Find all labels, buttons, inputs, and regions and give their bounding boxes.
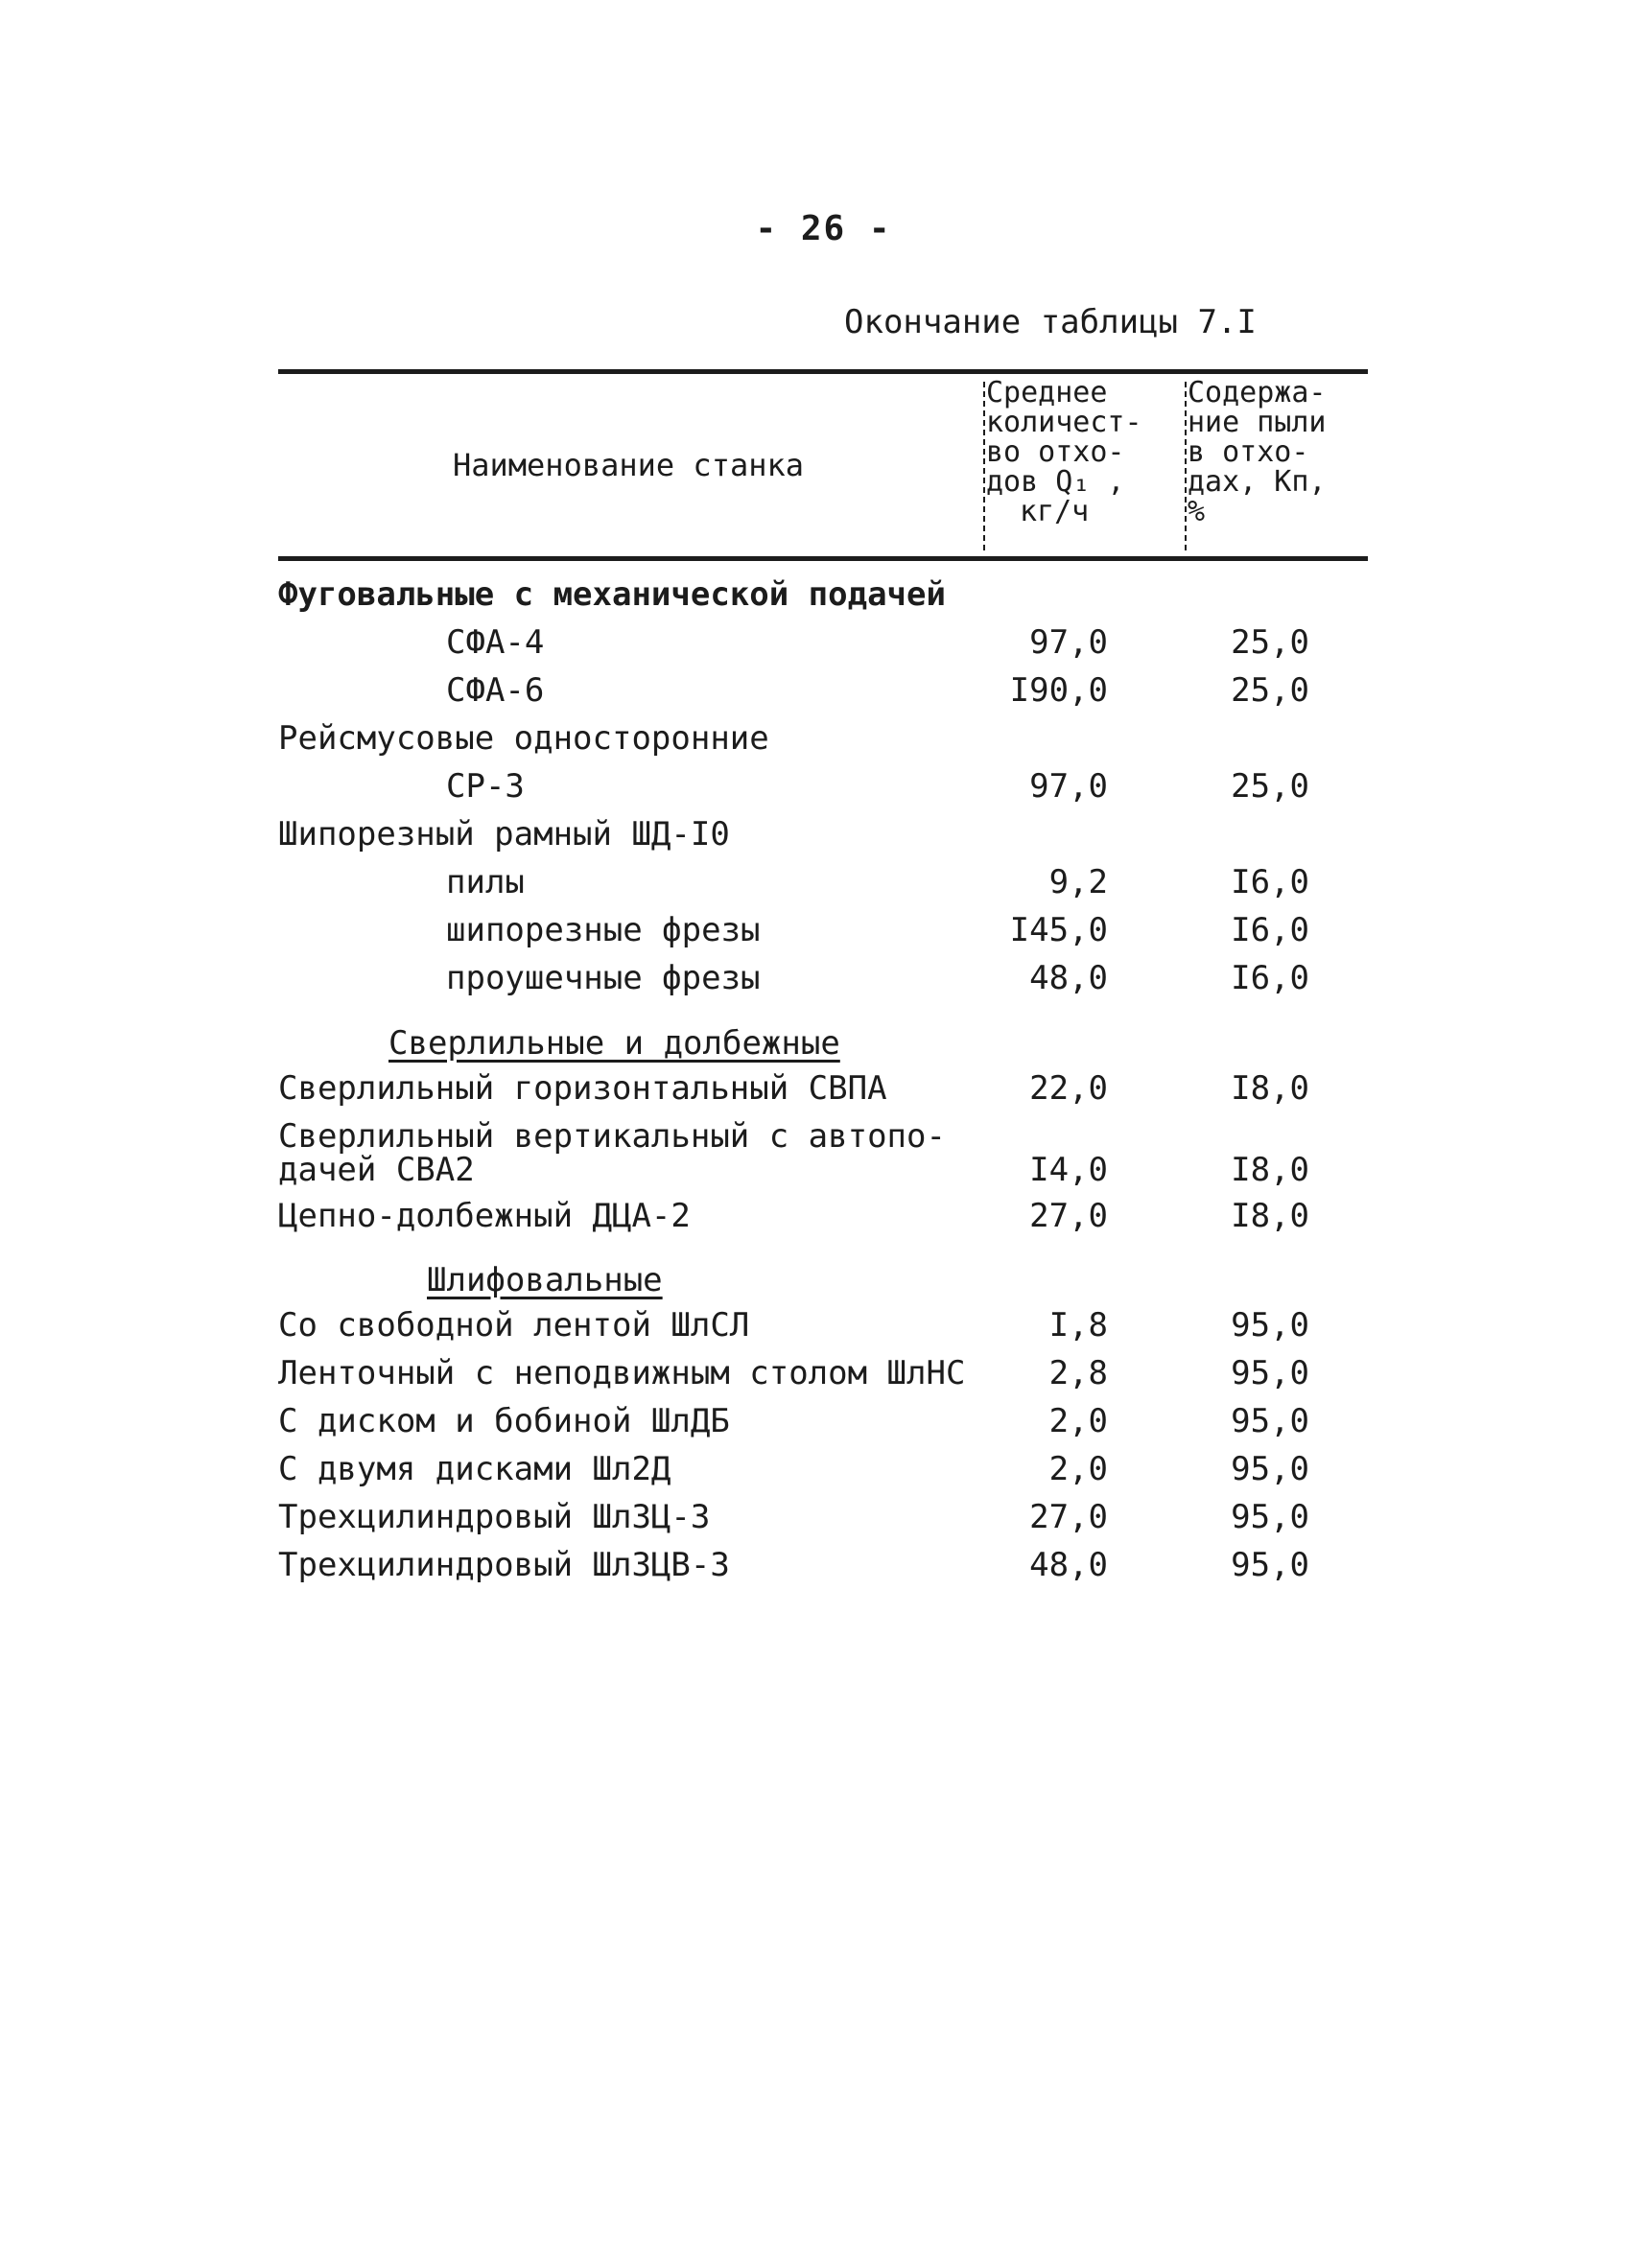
row-dust-content: 25,0 bbox=[1231, 671, 1309, 710]
row-average-waste: 48,0 bbox=[1029, 1546, 1108, 1584]
row-average-waste: I90,0 bbox=[1009, 671, 1108, 710]
row-dust-content: I8,0 bbox=[1231, 1069, 1309, 1108]
row-average-waste: 97,0 bbox=[1029, 767, 1108, 806]
row-average-waste: I,8 bbox=[1048, 1306, 1108, 1344]
row-name: шипорезные фрезы bbox=[446, 911, 761, 949]
row-dust-content: 25,0 bbox=[1231, 623, 1309, 662]
row-name: СР-3 bbox=[446, 767, 525, 806]
row-average-waste: 2,8 bbox=[1048, 1354, 1108, 1392]
section-title: Шлифовальные bbox=[427, 1261, 663, 1299]
header-line: количест- bbox=[986, 406, 1142, 439]
row-dust-content: 95,0 bbox=[1231, 1306, 1309, 1344]
header-divider bbox=[1185, 382, 1187, 550]
row-average-waste: 2,0 bbox=[1048, 1450, 1108, 1488]
row-name: Трехцилиндровый Шл3Ц-3 bbox=[278, 1498, 711, 1536]
header-line: ние пыли bbox=[1188, 406, 1327, 439]
header-divider bbox=[983, 382, 985, 550]
row-dust-content: I8,0 bbox=[1231, 1197, 1309, 1235]
row-average-waste: 48,0 bbox=[1029, 959, 1108, 997]
row-name: Сверлильный вертикальный с автопо- bbox=[278, 1117, 946, 1156]
row-dust-content: 95,0 bbox=[1231, 1402, 1309, 1440]
row-name: Сверлильный горизонтальный СВПА bbox=[278, 1069, 887, 1108]
row-average-waste: 27,0 bbox=[1029, 1498, 1108, 1536]
row-name: Шипорезный рамный ШД-I0 bbox=[278, 815, 730, 853]
header-line: кг/ч bbox=[1020, 495, 1090, 528]
row-dust-content: 95,0 bbox=[1231, 1450, 1309, 1488]
row-name: дачей СВА2 bbox=[278, 1151, 475, 1189]
row-average-waste: I4,0 bbox=[1029, 1151, 1108, 1189]
header-line: во отхо- bbox=[986, 435, 1125, 469]
row-average-waste: 2,0 bbox=[1048, 1402, 1108, 1440]
header-average-waste bbox=[986, 378, 1192, 526]
row-name: пилы bbox=[446, 863, 525, 901]
header-line: Среднее bbox=[986, 376, 1108, 409]
header-dust-content bbox=[1188, 378, 1368, 526]
row-average-waste: 27,0 bbox=[1029, 1197, 1108, 1235]
row-dust-content: I8,0 bbox=[1231, 1151, 1309, 1189]
row-dust-content: I6,0 bbox=[1231, 863, 1309, 901]
table-caption: Окончание таблицы 7.I bbox=[844, 303, 1257, 341]
row-name: Ленточный с неподвижным столом ШлНС bbox=[278, 1354, 966, 1392]
row-dust-content: 95,0 bbox=[1231, 1498, 1309, 1536]
row-dust-content: 25,0 bbox=[1231, 767, 1309, 806]
row-name: Фуговальные с механической подачей bbox=[278, 575, 946, 614]
header-line: в отхо- bbox=[1188, 435, 1309, 469]
row-name: С двумя дисками Шл2Д bbox=[278, 1450, 671, 1488]
header-line: дов Q₁ , bbox=[986, 465, 1125, 499]
header-line: % bbox=[1188, 495, 1206, 528]
row-name: СФА-4 bbox=[446, 623, 545, 662]
row-dust-content: I6,0 bbox=[1231, 911, 1309, 949]
row-average-waste: 22,0 bbox=[1029, 1069, 1108, 1108]
row-name: Трехцилиндровый Шл3ЦВ-3 bbox=[278, 1546, 730, 1584]
section-title: Сверлильные и долбежные bbox=[388, 1024, 840, 1063]
header-line: Содержа- bbox=[1188, 376, 1327, 409]
row-name: проушечные фрезы bbox=[446, 959, 761, 997]
table-header bbox=[278, 374, 1368, 556]
row-name: СФА-6 bbox=[446, 671, 545, 710]
row-average-waste: 97,0 bbox=[1029, 623, 1108, 662]
header-machine-name bbox=[278, 374, 978, 556]
row-dust-content: 95,0 bbox=[1231, 1546, 1309, 1584]
page-number: - 26 - bbox=[755, 209, 892, 248]
header-machine-name-label: Наименование станка bbox=[452, 447, 805, 483]
row-name: Со свободной лентой ШлСЛ bbox=[278, 1306, 750, 1344]
row-name: Рейсмусовые односторонние bbox=[278, 719, 769, 758]
row-average-waste: I45,0 bbox=[1009, 911, 1108, 949]
row-dust-content: 95,0 bbox=[1231, 1354, 1309, 1392]
header-line: дах, Кп, bbox=[1188, 465, 1327, 499]
row-name: С диском и бобиной ШлДБ bbox=[278, 1402, 730, 1440]
row-name: Цепно-долбежный ДЦА-2 bbox=[278, 1197, 691, 1235]
table-header-rule bbox=[278, 556, 1368, 561]
row-average-waste: 9,2 bbox=[1048, 863, 1108, 901]
row-dust-content: I6,0 bbox=[1231, 959, 1309, 997]
